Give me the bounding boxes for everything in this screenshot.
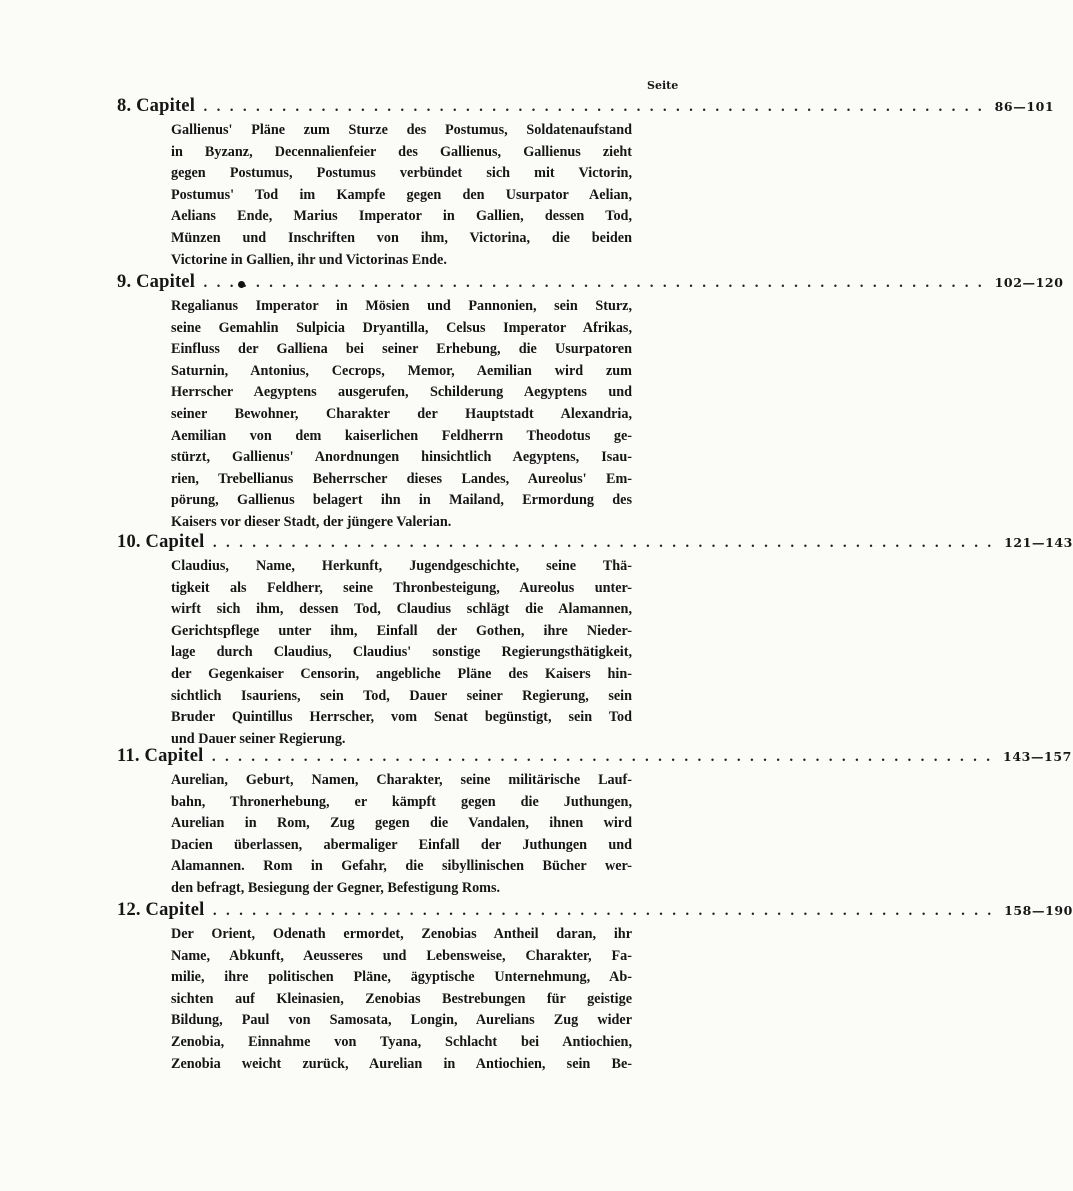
page-range: 86—101 bbox=[994, 99, 1055, 114]
summary-line: rien, Trebellianus Beherrscher dieses Landes, Aureolus' Em- bbox=[171, 470, 632, 487]
dot-leader: ............................................................ bbox=[203, 276, 991, 291]
summary-line: Aemilian von dem kaiserlichen Feldherrn Theodotus ge- bbox=[171, 427, 632, 444]
page-range: 121—143 bbox=[1004, 535, 1073, 550]
summary-line: milie, ihre politischen Pläne, ägyptische Unternehmung, Ab- bbox=[171, 969, 632, 986]
summary-line: sichtlich Isauriens, sein Tod, Dauer seiner Regierung, sein bbox=[171, 687, 632, 704]
summary-line: Gerichtspflege unter ihm, Einfall der Gothen, ihre Nieder- bbox=[171, 622, 632, 639]
dot-leader: ............................................................ bbox=[211, 750, 1000, 765]
summary-line: gegen Postumus, Postumus verbündet sich mit Victorin, bbox=[171, 165, 632, 182]
chapter-heading bbox=[117, 900, 1073, 924]
chapter-label: 11. Capitel bbox=[117, 746, 204, 766]
summary-line: seine Gemahlin Sulpicia Dryantilla, Celsus Imperator Afrikas, bbox=[171, 319, 632, 336]
summary-line: Claudius, Name, Herkunft, Jugendgeschichte, seine Thä- bbox=[171, 558, 632, 574]
chapter-entry bbox=[117, 532, 1073, 750]
chapter-summary bbox=[171, 770, 632, 900]
summary-line: Der Orient, Odenath ermordet, Zenobias Antheil daran, ihr bbox=[171, 926, 632, 942]
summary-line: Bruder Quintillus Herrscher, vom Senat begünstigt, sein Tod bbox=[171, 709, 632, 726]
summary-line: Saturnin, Antonius, Cecrops, Memor, Aemilian wird zum bbox=[171, 362, 632, 379]
summary-line: Münzen und Inschriften von ihm, Victorina, die beiden bbox=[171, 229, 632, 246]
page-range: 143—157 bbox=[1003, 749, 1072, 764]
summary-line: in Byzanz, Decennalienfeier des Gallienus, Gallienus zieht bbox=[171, 143, 632, 160]
summary-line: pörung, Gallienus belagert ihn in Mailand, Ermordung des bbox=[171, 492, 632, 509]
chapter-label: 10. Capitel bbox=[117, 532, 205, 552]
dot-leader: ............................................................ bbox=[203, 100, 991, 115]
chapter-entry bbox=[117, 272, 1064, 534]
chapter-heading bbox=[117, 272, 1064, 296]
summary-line: den befragt, Besiegung der Gegner, Befestigung Roms. bbox=[171, 879, 501, 896]
chapter-heading bbox=[117, 746, 1072, 770]
summary-line: tigkeit als Feldherr, seine Thronbesteigung, Aureolus unter- bbox=[171, 579, 632, 596]
summary-line: Postumus' Tod im Kampfe gegen den Usurpator Aelian, bbox=[171, 186, 632, 203]
summary-line: Regalianus Imperator in Mösien und Pannonien, sein Sturz, bbox=[171, 298, 632, 314]
chapter-summary bbox=[171, 924, 632, 1075]
chapter-heading bbox=[117, 96, 1055, 120]
chapter-label: 8. Capitel bbox=[117, 96, 196, 116]
chapter-label: 12. Capitel bbox=[117, 900, 205, 920]
chapter-entry bbox=[117, 96, 1055, 271]
dot-leader: ............................................................ bbox=[212, 904, 1001, 919]
summary-line: Dacien überlassen, abermaliger Einfall der Juthungen und bbox=[171, 836, 632, 853]
summary-line: stürzt, Gallienus' Anordnungen hinsichtlich Aegyptens, Isau- bbox=[171, 449, 632, 466]
summary-line: Einfluss der Galliena bei seiner Erhebung, die Usurpatoren bbox=[171, 341, 632, 358]
dot-leader: ............................................................ bbox=[212, 536, 1001, 551]
summary-line: Aelians Ende, Marius Imperator in Gallien, dessen Tod, bbox=[171, 208, 632, 225]
chapter-label: 9. Capitel bbox=[117, 272, 196, 292]
chapter-entry bbox=[117, 746, 1072, 900]
summary-line: lage durch Claudius, Claudius' sonstige Regierungsthätigkeit, bbox=[171, 644, 632, 661]
chapter-summary bbox=[171, 120, 632, 271]
summary-line: sichten auf Kleinasien, Zenobias Bestrebungen für geistige bbox=[171, 990, 632, 1007]
summary-line: Name, Abkunft, Aeusseres und Lebensweise, Charakter, Fa- bbox=[171, 947, 632, 964]
summary-line: Kaisers vor dieser Stadt, der jüngere Valerian. bbox=[171, 513, 452, 530]
summary-line: Zenobia, Einnahme von Tyana, Schlacht bei Antiochien, bbox=[171, 1033, 632, 1050]
chapter-heading bbox=[117, 532, 1073, 556]
page-range: 102—120 bbox=[994, 275, 1064, 290]
chapter-entry bbox=[117, 900, 1073, 1075]
summary-line: Bildung, Paul von Samosata, Longin, Aurelians Zug wider bbox=[171, 1012, 632, 1029]
summary-line: Alamannen. Rom in Gefahr, die sibyllinischen Bücher wer- bbox=[171, 858, 632, 875]
summary-line: und Dauer seiner Regierung. bbox=[171, 730, 346, 747]
summary-line: Aurelian, Geburt, Namen, Charakter, seine militärische Lauf- bbox=[171, 772, 632, 788]
summary-line: seiner Bewohner, Charakter der Hauptstadt Alexandria, bbox=[171, 405, 632, 422]
chapter-summary bbox=[171, 556, 632, 750]
summary-line: Gallienus' Pläne zum Sturze des Postumus, Soldatenaufstand bbox=[171, 122, 632, 138]
summary-line: Herrscher Aegyptens ausgerufen, Schilderung Aegyptens und bbox=[171, 384, 632, 401]
summary-line: Zenobia weicht zurück, Aurelian in Antiochien, sein Be- bbox=[171, 1055, 632, 1072]
summary-line: wirft sich ihm, dessen Tod, Claudius schlägt die Alamannen, bbox=[171, 601, 632, 618]
summary-line: Aurelian in Rom, Zug gegen die Vandalen, ihnen wird bbox=[171, 815, 632, 832]
page-range: 158—190 bbox=[1004, 903, 1073, 918]
summary-line: der Gegenkaiser Censorin, angebliche Pläne des Kaisers hin- bbox=[171, 665, 632, 682]
summary-line: Victorine in Gallien, ihr und Victorinas Ende. bbox=[171, 251, 447, 268]
summary-line: bahn, Thronerhebung, er kämpft gegen die Juthungen, bbox=[171, 793, 632, 810]
chapter-summary bbox=[171, 296, 632, 534]
seite-header: Seite bbox=[647, 79, 679, 92]
